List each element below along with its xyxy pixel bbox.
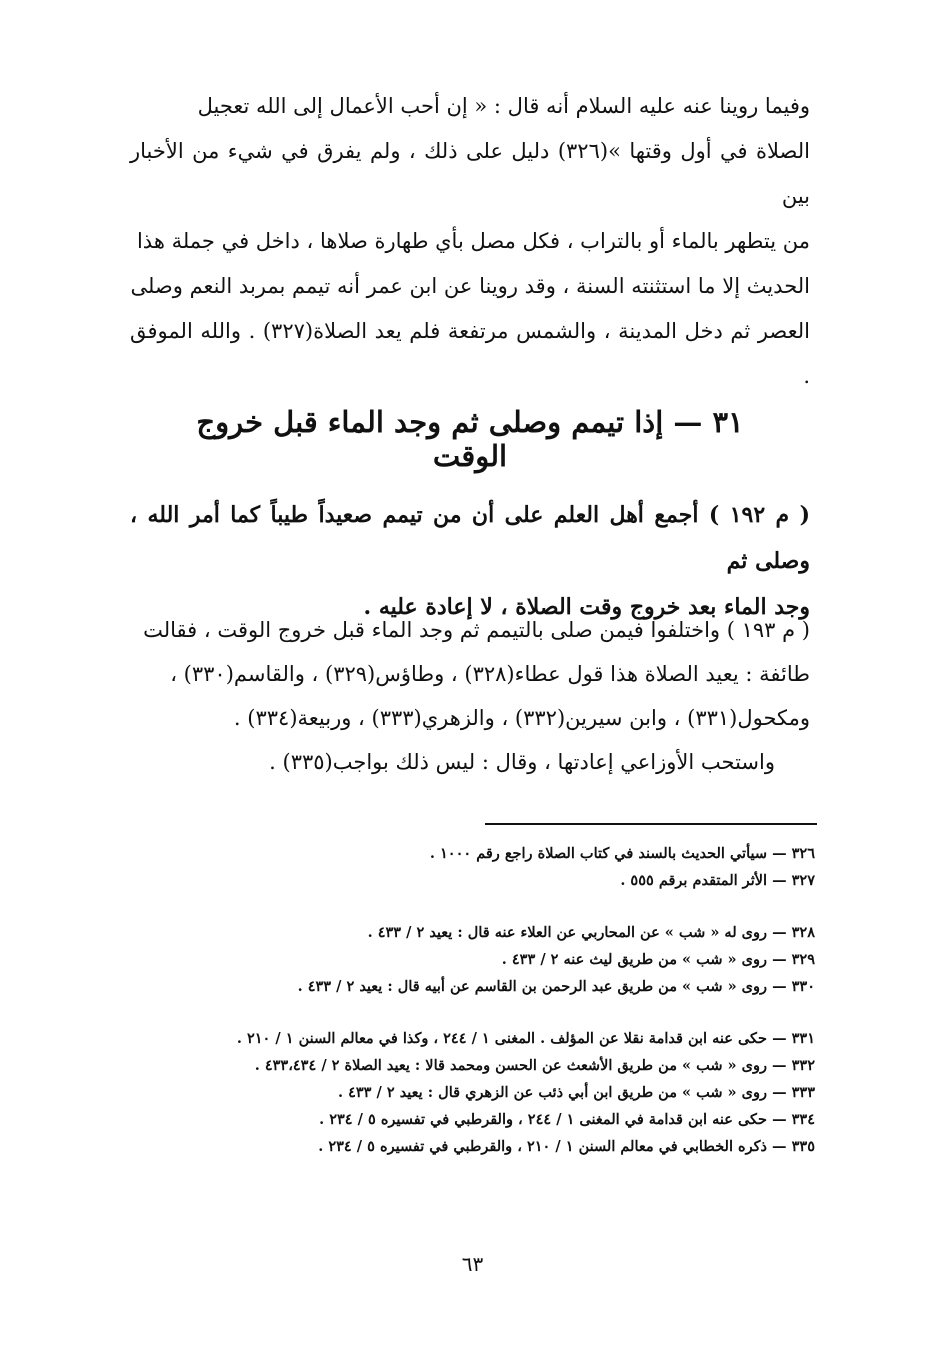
footnote-329: ٣٢٩ — روى « شب » من طريق ليث عنه ٢ / ٤٣٣ . (501, 951, 815, 968)
text-line: ومكحول(٣٣١) ، وابن سيرين(٣٣٢) ، والزهري(٣٣٣) ، وربيعة(٣٣٤) . (233, 706, 810, 730)
issue-193-paragraph (130, 608, 810, 784)
footnote-divider (485, 823, 817, 825)
footnote-328: ٣٢٨ — روى له « شب » عن المحاربي عن العلاء عنه قال : يعيد ٢ / ٤٣٣ . (367, 924, 815, 941)
footnote-334: ٣٣٤ — حكى عنه ابن قدامة في المغنى ١ / ٢٤٤ ، والقرطبي في تفسيره ٥ / ٢٣٤ . (319, 1111, 815, 1128)
footnote-331: ٣٣١ — حكى عنه ابن قدامة نقلا عن المؤلف . المغنى ١ / ٢٤٤ ، وكذا في معالم السنن ١ / ٢١٠ . (236, 1030, 815, 1047)
text-line: الصلاة في أول وقتها »(٣٢٦) دليل على ذلك ، ولم يفرق في شيء من الأخبار بين (130, 139, 810, 208)
footnote-330: ٣٣٠ — روى « شب » من طريق عبد الرحمن بن القاسم عن أبيه قال : يعيد ٢ / ٤٣٣ . (297, 978, 815, 995)
text-line: العصر ثم دخل المدينة ، والشمس مرتفعة فلم يعد الصلاة(٣٢٧) . والله الموفق . (130, 319, 810, 388)
footnotes (115, 840, 815, 1160)
page-number: ٦٣ (461, 1252, 484, 1276)
footnote-332: ٣٣٢ — روى « شب » من طريق الأشعث عن الحسن ومحمد قالا : يعيد الصلاة ٢ / ٤٣٣،٤٣٤ . (254, 1057, 815, 1074)
footnote-327: ٣٢٧ — الأثر المتقدم برقم ٥٥٥ . (620, 872, 815, 889)
text-line: وفيما روينا عنه عليه السلام أنه قال : « إن أحب الأعمال إلى الله تعجيل (197, 94, 810, 118)
text-line: وجد الماء بعد خروج وقت الصلاة ، لا إعادة عليه . (363, 594, 810, 620)
text-line: طائفة : يعيد الصلاة هذا قول عطاء(٣٢٨) ، وطاؤس(٣٢٩) ، والقاسم(٣٣٠) ، (170, 662, 810, 686)
text-line: ( م ١٩٢ ) أجمع أهل العلم على أن من تيمم صعيداً طيباً كما أمر الله ، وصلى ثم (130, 502, 810, 574)
section-heading: ٣١ — إذا تيمم وصلى ثم وجد الماء قبل خروج الوقت (196, 405, 744, 473)
text-line: الحديث إلا ما استثنته السنة ، وقد روينا عن ابن عمر أنه تيمم بمربد النعم وصلى (130, 274, 810, 298)
footnote-326: ٣٢٦ — سيأتي الحديث بالسند في كتاب الصلاة راجع رقم ١٠٠٠ . (429, 845, 815, 862)
text-line: واستحب الأوزاعي إعادتها ، وقال : ليس ذلك بواجب(٣٣٥) . (269, 750, 775, 774)
intro-paragraph (130, 84, 810, 399)
text-line: من يتطهر بالماء أو بالتراب ، فكل مصل بأي طهارة صلاها ، داخل في جملة هذا (136, 229, 810, 253)
text-line: ( م ١٩٣ ) واختلفوا فيمن صلى بالتيمم ثم وجد الماء قبل خروج الوقت ، فقالت (143, 618, 810, 642)
footnote-335: ٣٣٥ — ذكره الخطابي في معالم السنن ١ / ٢١٠ ، والقرطبي في تفسيره ٥ / ٢٣٤ . (318, 1138, 815, 1155)
footnote-333: ٣٣٣ — روى « شب » من طريق ابن أبي ذئب عن الزهري قال : يعيد ٢ / ٤٣٣ . (337, 1084, 815, 1101)
